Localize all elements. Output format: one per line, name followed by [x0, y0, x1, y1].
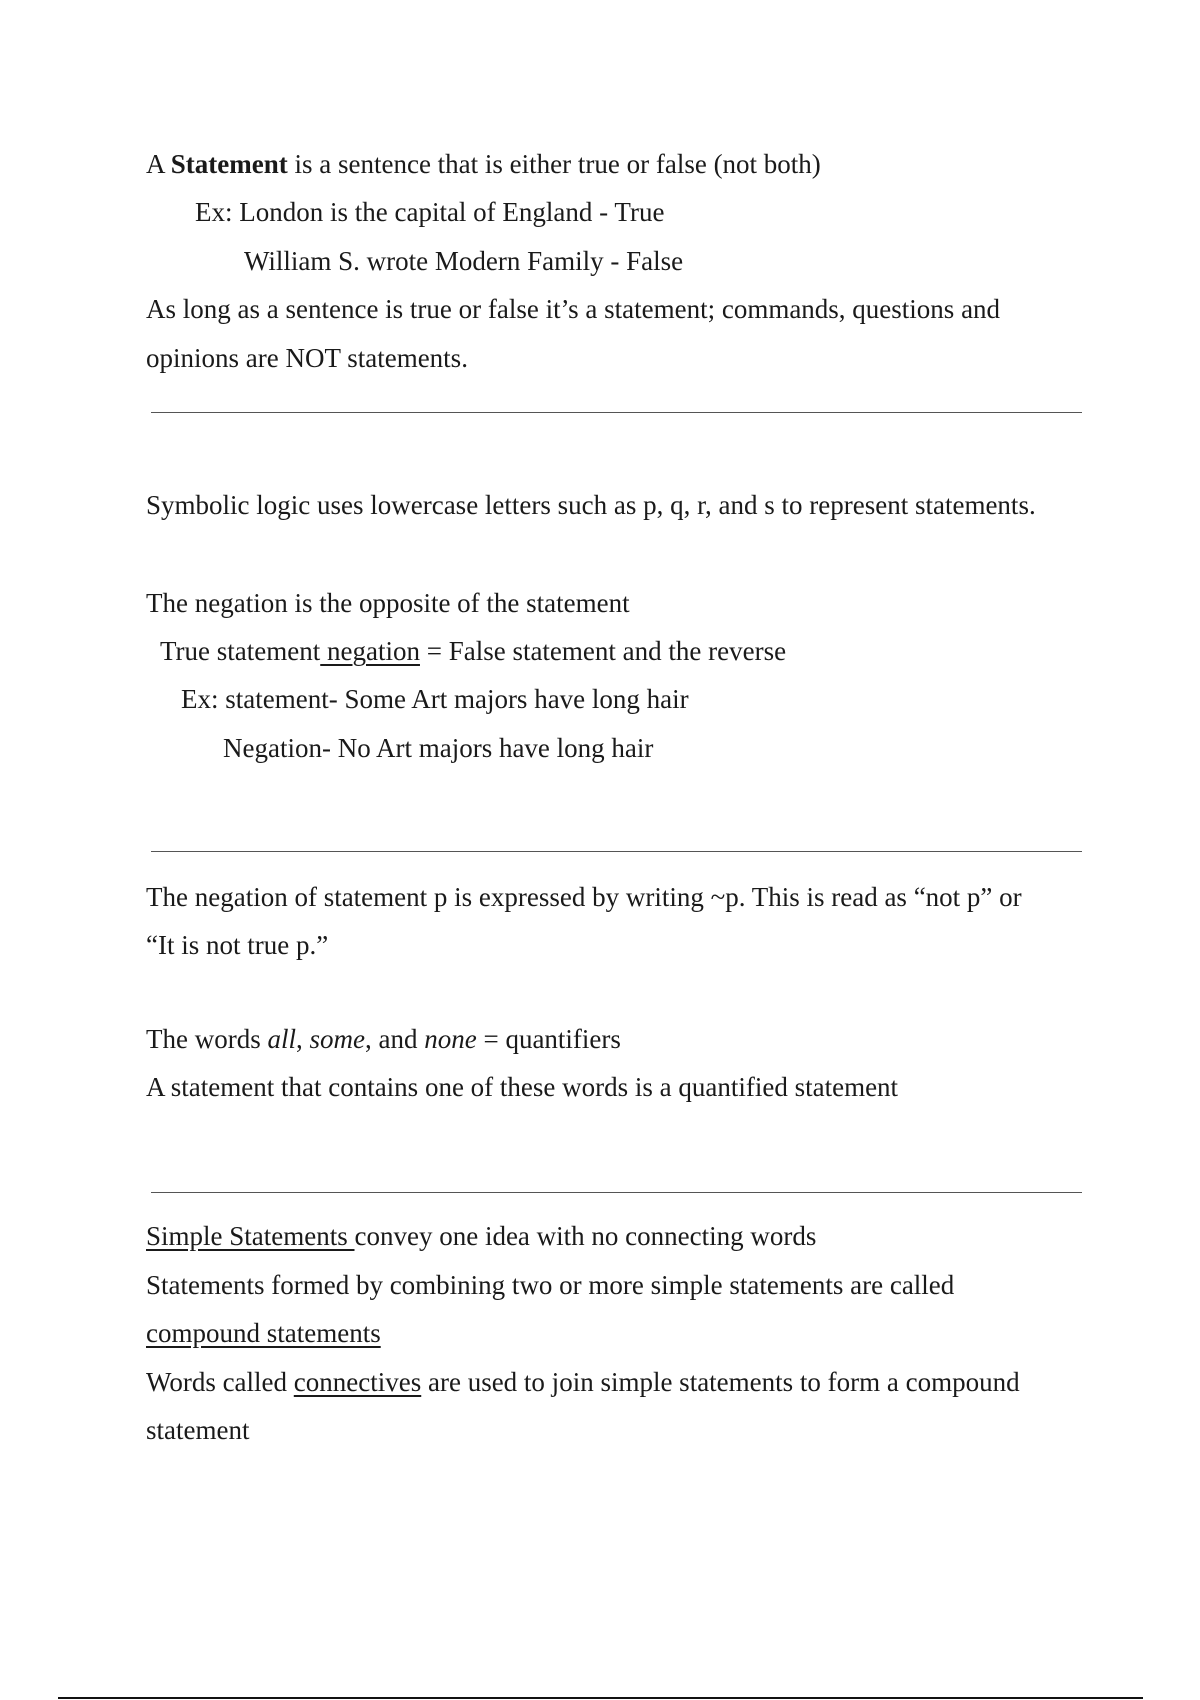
- negation-notation-line2: “It is not true p.”: [146, 930, 329, 960]
- statement-note-line1: As long as a sentence is true or false it’s a statement; commands, questions and: [146, 294, 1001, 324]
- statement-definition: A Statement is a sentence that is either true or false (not both): [146, 149, 821, 179]
- example-london: Ex: London is the capital of England - True: [195, 197, 665, 227]
- quantifiers-line: The words all, some, and none = quantifiers: [146, 1024, 621, 1054]
- statement-term: Statement: [170, 149, 288, 179]
- connectives-term: connectives: [293, 1367, 422, 1397]
- compound-definition-line2: [146, 1316, 381, 1350]
- negation-notation-line1: The negation of statement p is expressed by writing ~p. This is read as “not p” or: [146, 882, 1022, 912]
- simple-statements-line: Simple Statements convey one idea with no connecting words: [146, 1221, 817, 1251]
- negation-rule: True statement negation = False statement and the reverse: [160, 636, 787, 666]
- negation-definition: The negation is the opposite of the statement: [146, 588, 630, 618]
- example-negation: Negation- No Art majors have long hair: [223, 733, 654, 763]
- compound-statements-term: compound statements: [146, 1318, 381, 1348]
- example-william: William S. wrote Modern Family - False: [244, 246, 684, 276]
- statement-note-line2: opinions are NOT statements.: [146, 343, 468, 373]
- negation-term: negation: [320, 636, 420, 666]
- quantified-statement-text: A statement that contains one of these words is a quantified statement: [146, 1072, 899, 1102]
- connectives-line2: statement: [146, 1415, 250, 1445]
- compound-definition-line1: Statements formed by combining two or more simple statements are called: [146, 1270, 955, 1300]
- simple-statements-term: Simple Statements: [146, 1221, 355, 1251]
- quantifier-some: some: [309, 1024, 365, 1054]
- quantifier-none: none: [424, 1024, 477, 1054]
- page-bottom-rule: [58, 1697, 1143, 1699]
- quantifier-all: all: [267, 1024, 296, 1054]
- divider-1: [151, 412, 1082, 413]
- divider-3: [151, 1192, 1082, 1193]
- divider-2: [151, 851, 1082, 852]
- symbolic-logic-text: Symbolic logic uses lowercase letters such as p, q, r, and s to represent statements.: [146, 490, 1036, 520]
- connectives-line1: Words called connectives are used to join simple statements to form a compound: [146, 1367, 1020, 1397]
- example-statement: Ex: statement- Some Art majors have long hair: [181, 684, 689, 714]
